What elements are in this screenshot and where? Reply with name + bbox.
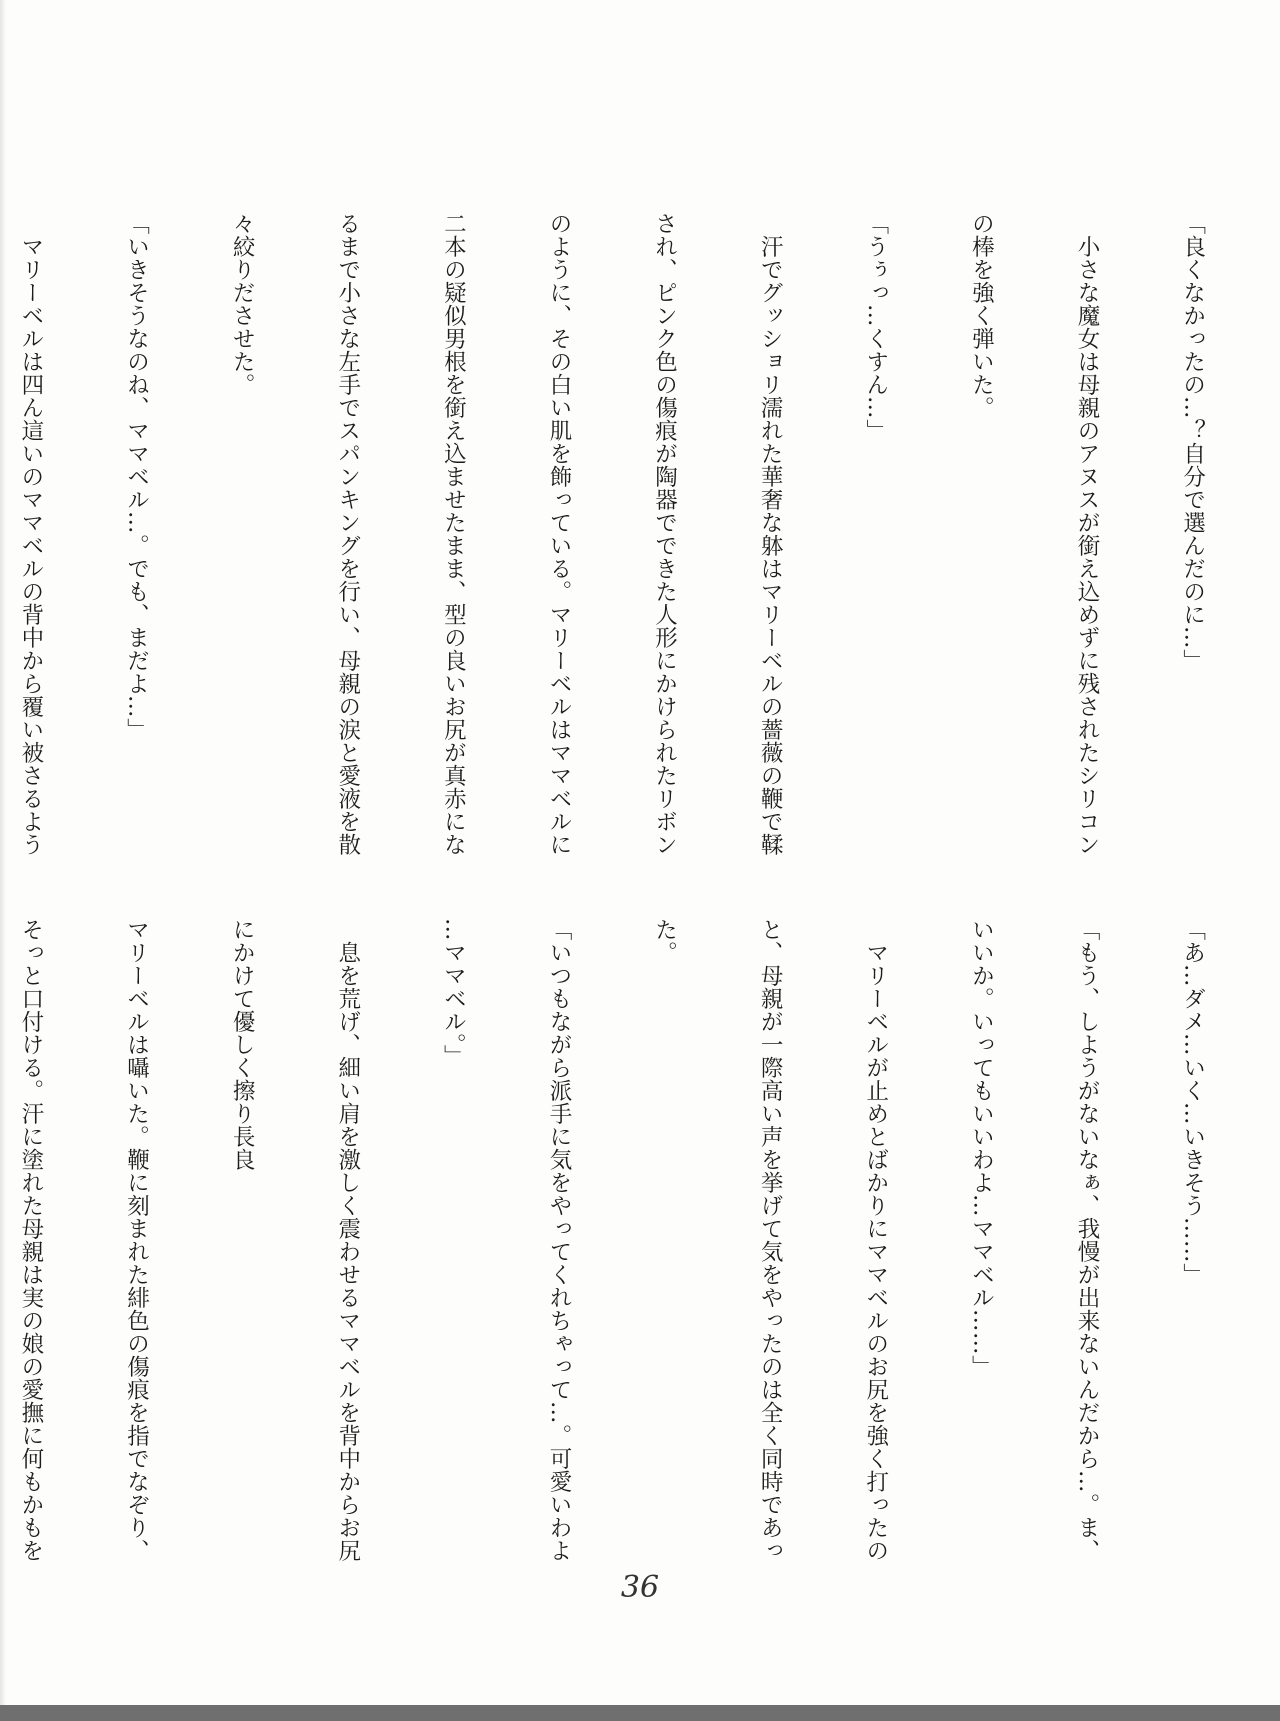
text-line: 「良くなかったの…？自分で選んだのに…」	[1179, 212, 1206, 672]
text-line: るまで小さな左手でスパンキングを行い、母親の涙と愛液を散	[334, 212, 361, 856]
text-line: 「あ…ダメ…いく…いきそう……」	[1179, 918, 1206, 1286]
text-line: た。	[651, 918, 678, 964]
text-line: のように、その白い肌を飾っている。マリーベルはママベルに	[545, 212, 572, 856]
text-line: 二本の疑似男根を銜え込ませたまま、型の良いお尻が真赤にな	[440, 212, 467, 856]
text-line: いいか。いってもいいわよ…ママベル……」	[968, 918, 995, 1378]
text-line: にかけて優しく擦り長良	[229, 918, 256, 1171]
text-line: そっと口付ける。汗に塗れた母親は実の娘の愛撫に何もかもを	[17, 918, 44, 1562]
text-line: 々絞りださせた。	[229, 212, 256, 396]
upper-text-column	[17, 212, 1280, 856]
text-line: マリーベルが止めとばかりにママベルのお尻を強く打ったの	[862, 918, 889, 1562]
text-line: の棒を強く弾いた。	[968, 212, 995, 419]
text-line: 「いきそうなのね、ママベル…。でも、まだよ…」	[123, 212, 150, 741]
text-line: 「もう、しようがないなぁ、我慢が出来ないんだから…。ま、	[1073, 918, 1100, 1562]
text-line: 小さな魔女は母親のアヌスが銜え込めずに残されたシリコン	[1073, 212, 1100, 856]
scan-edge-band	[0, 1705, 1280, 1721]
text-line: マリーベルは四ん這いのママベルの背中から覆い被さるよう	[17, 212, 44, 856]
lower-text-column	[17, 918, 1280, 1562]
text-line: 汗でグッショリ濡れた華奢な躰はマリーベルの薔薇の鞭で鞣	[757, 212, 784, 856]
text-line: …ママベル。」	[440, 918, 467, 1068]
text-line: され、ピンク色の傷痕が陶器でできた人形にかけられたリボン	[651, 212, 678, 856]
text-line: と、母親が一際高い声を挙げて気をやったのは全く同時であっ	[757, 918, 784, 1562]
text-line: 「いつもながら派手に気をやってくれちゃって…。可愛いわよ	[545, 918, 572, 1562]
text-line: マリーベルは囁いた。鞭に刻まれた緋色の傷痕を指でなぞり、	[123, 918, 150, 1562]
text-line: 息を荒げ、細い肩を激しく震わせるママベルを背中からお尻	[334, 918, 361, 1562]
text-line: 「うぅっ…くすん…」	[862, 212, 889, 442]
page-number: 36	[620, 1570, 660, 1605]
